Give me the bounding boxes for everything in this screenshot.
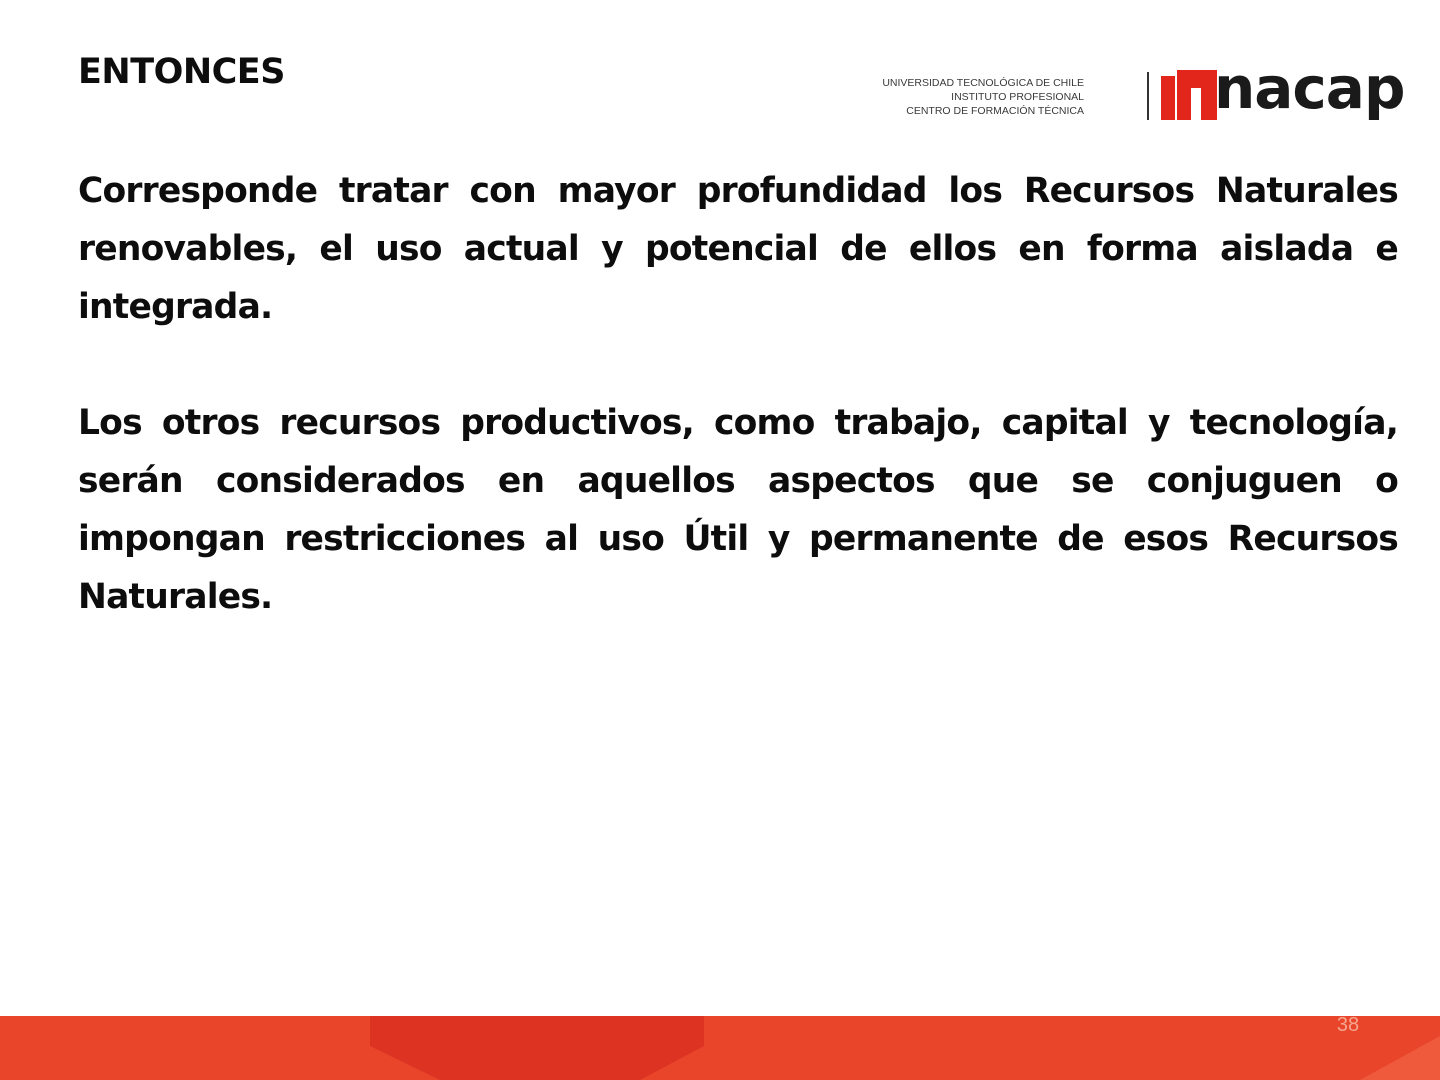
footer-band: [0, 1016, 1440, 1080]
paragraph-other-resources: Los otros recursos productivos, como trabajo, capital y tecnología, serán considerados en aquellos aspectos que se conjuguen o impongan restricciones al uso Útil y permanente de esos Recursos Naturales.: [78, 403, 1398, 617]
logo-institution-lines: [882, 76, 1084, 118]
logo-line-institute: INSTITUTO PROFESIONAL: [951, 91, 1084, 103]
logo-line-university: UNIVERSIDAD TECNOLÓGICA DE CHILE: [882, 77, 1084, 89]
inacap-i-icon: [1161, 70, 1221, 122]
page-number: 38: [1336, 1014, 1360, 1036]
paragraph-renewable-resources: Corresponde tratar con mayor profundidad los Recursos Naturales renovables, el uso actual y potencial de ellos en forma aislada e integrada.: [78, 171, 1398, 327]
slide-title: ENTONCES: [78, 52, 285, 92]
inacap-logo: [882, 54, 1405, 136]
logo-line-training-center: CENTRO DE FORMACIÓN TÉCNICA: [906, 105, 1084, 117]
logo-wordmark: nacap: [1214, 54, 1405, 122]
logo-divider: [1147, 72, 1149, 120]
